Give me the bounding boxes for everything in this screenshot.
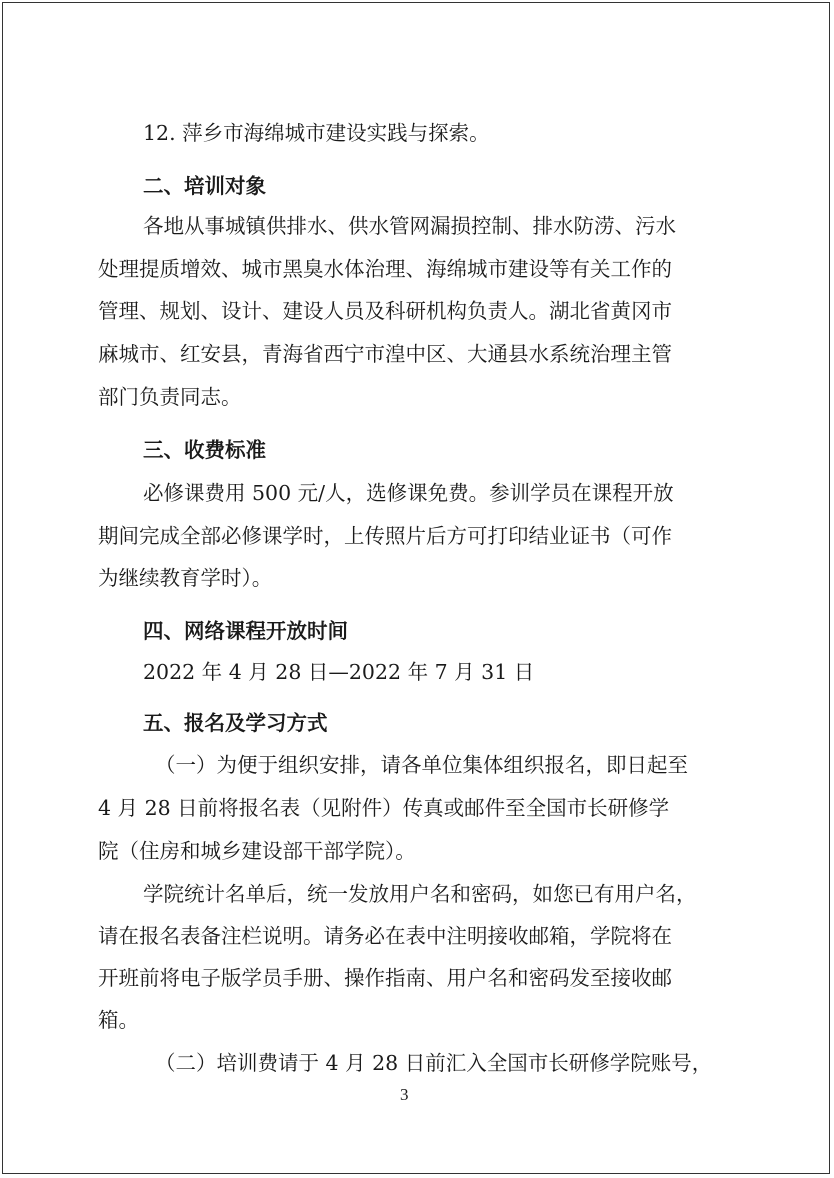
paragraph-line: （一）为便于组织安排，请各单位集体组织报名，即日起至 [155,753,688,777]
course-period-dates: 2022 年 4 月 28 日—2022 年 7 月 31 日 [143,660,535,684]
paragraph-line: 请在报名表备注栏说明。请务必在表中注明接收邮箱，学院将在 [98,924,672,948]
paragraph-line: 部门负责同志。 [98,385,242,409]
list-item-12: 12. 萍乡市海绵城市建设实践与探索。 [143,121,490,145]
paragraph-line: 院（住房和城乡建设部干部学院）。 [98,839,416,863]
paragraph-line: 4 月 28 日前将报名表（见附件）传真或邮件至全国市长研修学 [98,796,670,820]
paragraph-line: 处理提质增效、城市黑臭水体治理、海绵城市建设等有关工作的 [98,257,672,281]
section-heading-fees: 三、收费标准 [143,438,266,462]
paragraph-line: 管理、规划、设计、建设人员及科研机构负责人。湖北省黄冈市 [98,299,672,323]
page-number: 3 [400,1085,409,1104]
paragraph-line: 麻城市、红安县，青海省西宁市湟中区、大通县水系统治理主管 [98,342,672,366]
paragraph-line: 为继续教育学时）。 [98,566,273,590]
section-heading-registration: 五、报名及学习方式 [143,711,328,735]
section-heading-course-period: 四、网络课程开放时间 [143,619,348,643]
paragraph-line: 学院统计名单后，统一发放用户名和密码，如您已有用户名， [143,882,697,906]
paragraph-line: 必修课费用 500 元/人，选修课免费。参训学员在课程开放 [143,481,674,505]
paragraph-line: （二）培训费请于 4 月 28 日前汇入全国市长研修学院账号， [155,1051,713,1075]
paragraph-line: 各地从事城镇供排水、供水管网漏损控制、排水防涝、污水 [143,214,676,238]
paragraph-line: 开班前将电子版学员手册、操作指南、用户名和密码发至接收邮 [98,966,672,990]
section-heading-training-targets: 二、培训对象 [143,174,266,198]
paragraph-line: 期间完成全部必修课学时，上传照片后方可打印结业证书（可作 [98,524,672,548]
paragraph-line: 箱。 [98,1008,139,1032]
